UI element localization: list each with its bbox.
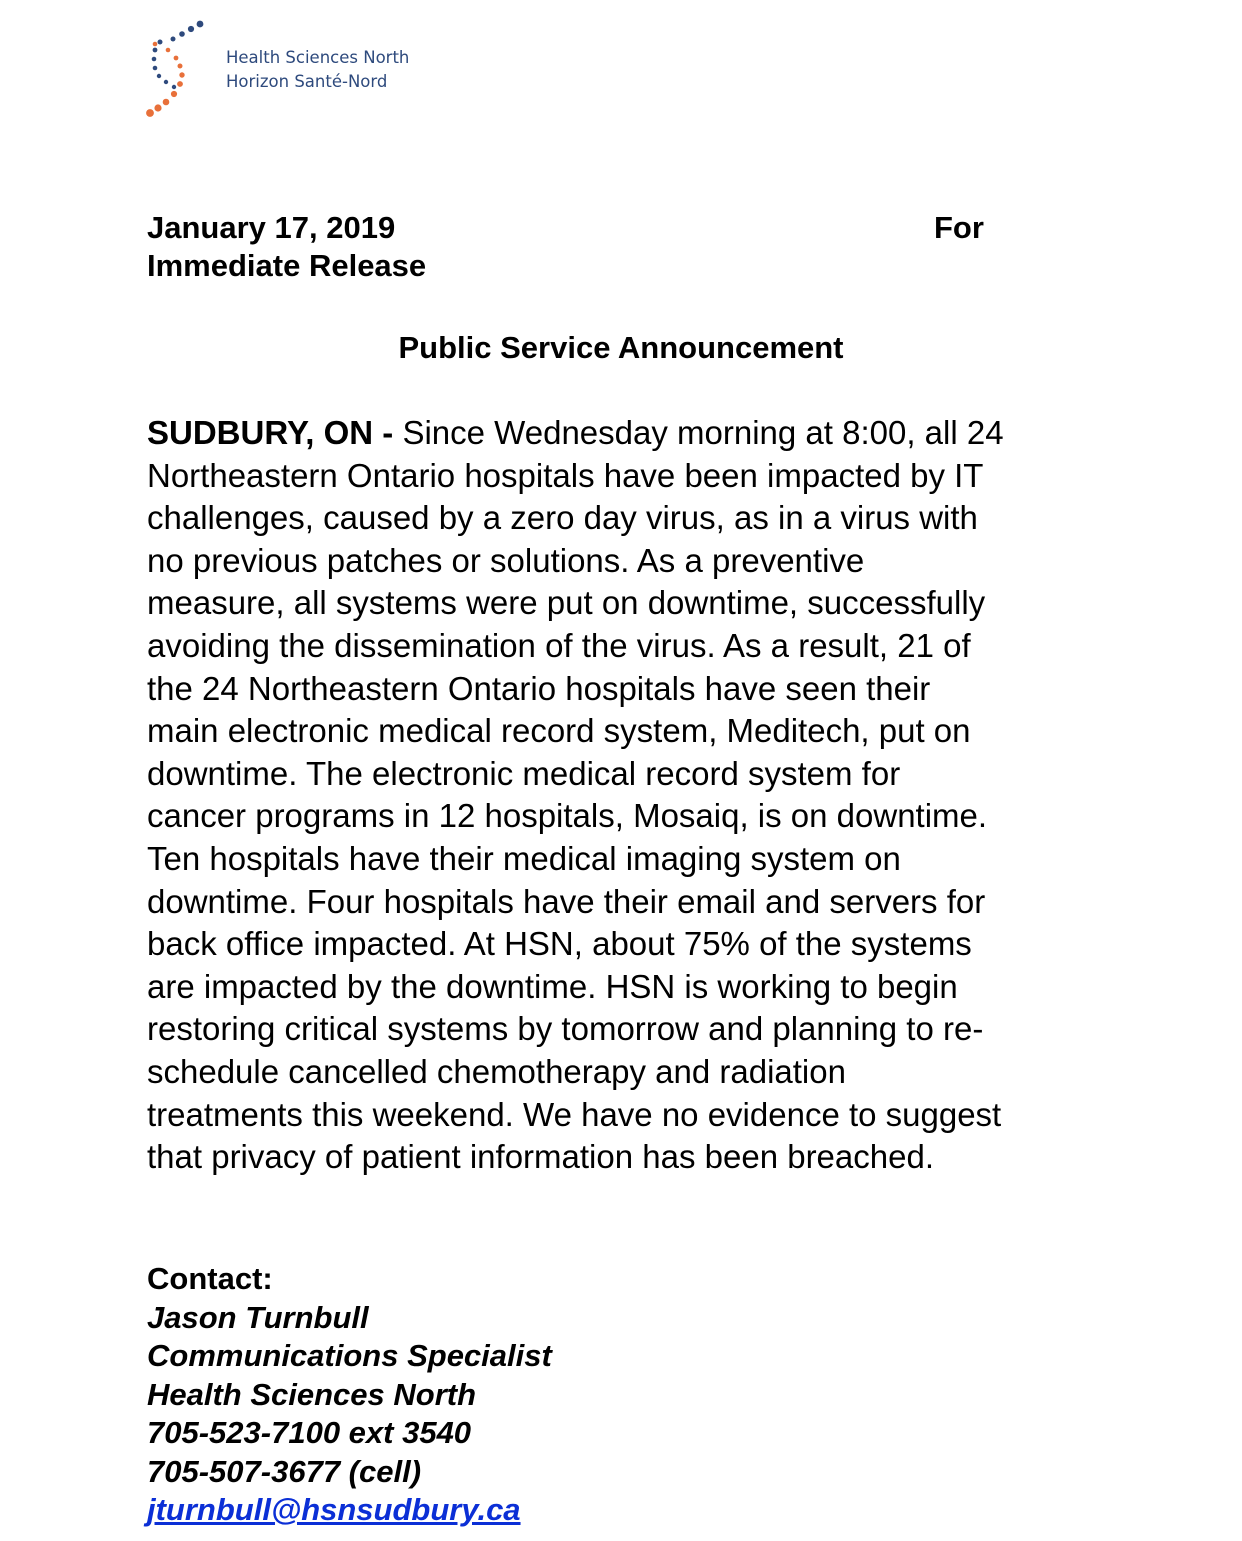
contact-title: Communications Specialist bbox=[147, 1338, 552, 1373]
body-line: downtime. Four hospitals have their email and servers for bbox=[147, 882, 986, 920]
body-line: cancer programs in 12 hospitals, Mosaiq, is on downtime. bbox=[147, 797, 988, 835]
release-immediate-label: Immediate Release bbox=[147, 248, 427, 283]
release-for-label: For bbox=[934, 210, 984, 245]
body-line: measure, all systems were put on downtime, successfully bbox=[147, 584, 986, 622]
release-date: January 17, 2019 bbox=[147, 210, 396, 245]
body-line: restoring critical systems by tomorrow and planning to re- bbox=[147, 1010, 984, 1048]
contact-email-link[interactable]: jturnbull@hsnsudbury.ca bbox=[147, 1492, 521, 1527]
announcement-body bbox=[147, 412, 1107, 1179]
hsn-logo bbox=[140, 14, 440, 124]
body-line: no previous patches or solutions. As a preventive bbox=[147, 541, 865, 579]
contact-cell: 705-507-3677 (cell) bbox=[147, 1453, 422, 1489]
body-line: are impacted by the downtime. HSN is working to begin bbox=[147, 967, 958, 1005]
body-line: that privacy of patient information has been breached. bbox=[147, 1138, 934, 1176]
contact-label: Contact: bbox=[147, 1261, 273, 1296]
body-line: the 24 Northeastern Ontario hospitals have seen their bbox=[147, 669, 931, 707]
contact-block bbox=[147, 1260, 847, 1530]
contact-name: Jason Turnbull bbox=[147, 1299, 369, 1335]
dna-helix-dots-icon bbox=[140, 14, 220, 124]
body-line: SUDBURY, ON - Since Wednesday morning at 8:00, all 24 bbox=[147, 414, 1004, 451]
dateline-lead: SUDBURY, ON - bbox=[147, 414, 394, 451]
contact-organization: Health Sciences North bbox=[147, 1376, 477, 1412]
body-line: avoiding the dissemination of the virus. As a result, 21 of bbox=[147, 626, 971, 664]
page-title: Public Service Announcement bbox=[398, 330, 844, 365]
logo-wordmark bbox=[226, 46, 409, 94]
contact-phone: 705-523-7100 ext 3540 bbox=[147, 1415, 472, 1450]
body-line: Northeastern Ontario hospitals have been impacted by IT bbox=[147, 456, 984, 494]
body-line: treatments this weekend. We have no evidence to suggest bbox=[147, 1095, 1002, 1133]
body-line: downtime. The electronic medical record system for bbox=[147, 754, 901, 792]
logo-name-fr: Horizon Santé-Nord bbox=[226, 72, 388, 91]
body-line: back office impacted. At HSN, about 75% of the systems bbox=[147, 925, 972, 963]
body-line: schedule cancelled chemotherapy and radiation bbox=[147, 1052, 846, 1090]
body-line: Ten hospitals have their medical imaging system on bbox=[147, 839, 901, 877]
logo-name-en: Health Sciences North bbox=[226, 48, 410, 67]
body-line: main electronic medical record system, Meditech, put on bbox=[147, 712, 971, 750]
body-line: challenges, caused by a zero day virus, as in a virus with bbox=[147, 499, 978, 537]
